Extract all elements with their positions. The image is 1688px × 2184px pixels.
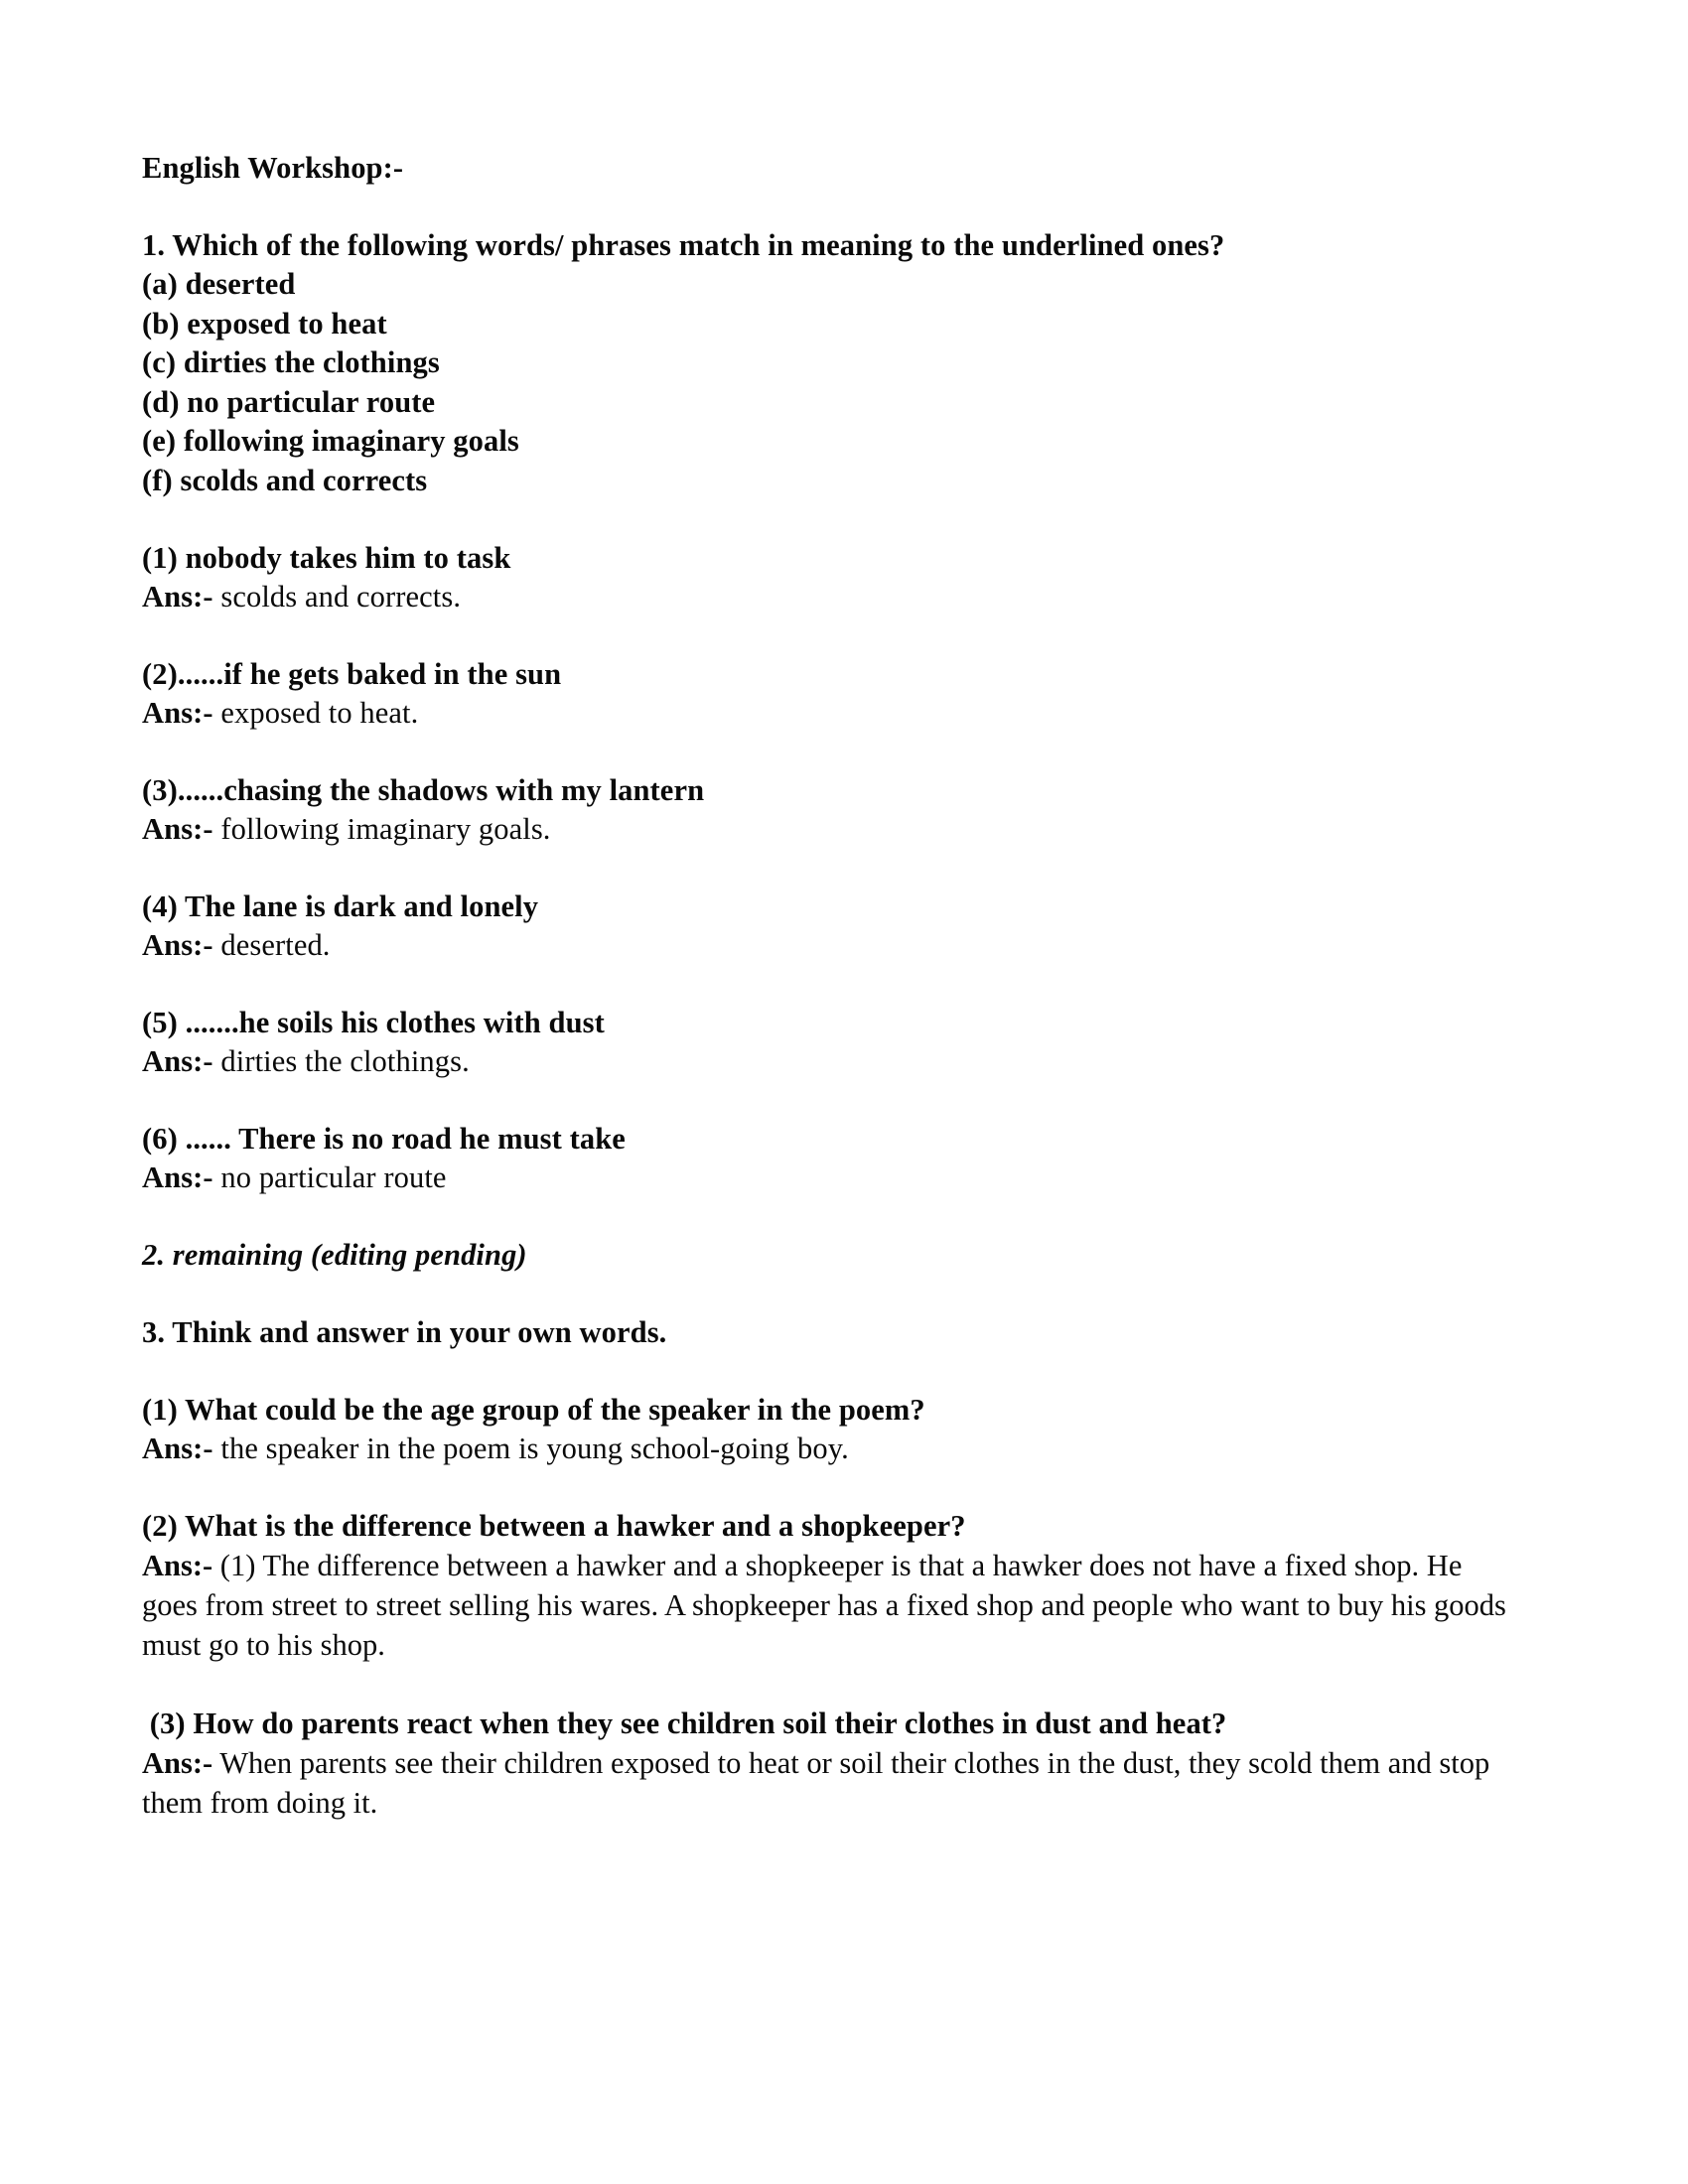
answer-label: Ans:- <box>142 1432 213 1465</box>
answer-1-4 <box>142 926 1522 965</box>
answer-label: Ans:- <box>142 696 213 730</box>
answer-1-2 <box>142 694 1522 733</box>
answer-label: Ans:- <box>142 580 213 614</box>
option-d: (d) no particular route <box>142 384 436 419</box>
answer-3-1 <box>142 1430 1522 1468</box>
answer-label: Ans:- <box>142 1549 213 1582</box>
answer-label: Ans:- <box>142 1160 213 1194</box>
answer-label: Ans:- <box>142 1746 213 1780</box>
spacer <box>142 1197 1522 1236</box>
document-title: English Workshop:- <box>142 151 404 185</box>
document-body <box>142 149 1522 1823</box>
answer-text: exposed to heat. <box>212 696 419 730</box>
spacer <box>142 1352 1522 1391</box>
question-1-5-prompt: (5) .......he soils his clothes with dust <box>142 1006 605 1039</box>
spacer <box>142 1275 1522 1313</box>
question-3-2-prompt: (2) What is the difference between a hawker and a shopkeeper? <box>142 1509 966 1543</box>
option-c: (c) dirties the clothings <box>142 345 440 379</box>
answer-text: scolds and corrects. <box>212 580 462 614</box>
answer-text: When parents see their children exposed to heat or soil their clothes in the dust, they scold them and stop them from doing it. <box>142 1746 1490 1820</box>
spacer <box>142 965 1522 1004</box>
question-1-6-prompt: (6) ...... There is no road he must take <box>142 1122 626 1156</box>
option-b: (b) exposed to heat <box>142 306 387 341</box>
answer-1-3 <box>142 810 1522 849</box>
answer-label: Ans:- <box>142 1044 213 1078</box>
answer-text: following imaginary goals. <box>212 812 551 846</box>
answer-text: no particular route <box>212 1160 447 1194</box>
spacer <box>142 849 1522 887</box>
answer-1-6 <box>142 1159 1522 1197</box>
section-1-options <box>142 265 1522 500</box>
spacer <box>142 616 1522 655</box>
question-1-2-prompt: (2)......if he gets baked in the sun <box>142 657 562 691</box>
option-f: (f) scolds and corrects <box>142 463 428 497</box>
spacer <box>142 1665 1522 1705</box>
option-a: (a) deserted <box>142 267 296 301</box>
section-3-question: 3. Think and answer in your own words. <box>142 1315 667 1349</box>
spacer <box>142 188 1522 226</box>
question-3-1-prompt: (1) What could be the age group of the speaker in the poem? <box>142 1393 925 1427</box>
question-1-4-prompt: (4) The lane is dark and lonely <box>142 889 539 923</box>
spacer <box>142 1081 1522 1120</box>
question-1-3-prompt: (3)......chasing the shadows with my lantern <box>142 773 705 807</box>
option-e: (e) following imaginary goals <box>142 424 519 458</box>
spacer <box>142 500 1522 539</box>
answer-1-5 <box>142 1042 1522 1081</box>
spacer <box>142 733 1522 771</box>
answer-label: Ans:- <box>142 928 213 962</box>
answer-text: the speaker in the poem is young school-going boy. <box>212 1432 849 1465</box>
answer-3-3 <box>142 1743 1517 1823</box>
spacer <box>142 1468 1522 1507</box>
question-3-3-prompt: (3) How do parents react when they see children soil their clothes in dust and heat? <box>142 1706 1227 1740</box>
answer-label: Ans:- <box>142 812 213 846</box>
section-1-question: 1. Which of the following words/ phrases match in meaning to the underlined ones? <box>142 228 1225 262</box>
answer-text: (1) The difference between a hawker and a shopkeeper is that a hawker does not have a fixed shop. He goes from street to street selling his wares. A shopkeeper has a fixed shop and people who want to buy his goods must go to his shop. <box>142 1549 1506 1662</box>
answer-3-2 <box>142 1546 1517 1665</box>
answer-text: dirties the clothings. <box>212 1044 470 1078</box>
section-2-note: 2. remaining (editing pending) <box>142 1238 527 1272</box>
answer-text: deserted. <box>212 928 331 962</box>
question-1-1-prompt: (1) nobody takes him to task <box>142 541 511 575</box>
answer-1-1 <box>142 578 1522 616</box>
